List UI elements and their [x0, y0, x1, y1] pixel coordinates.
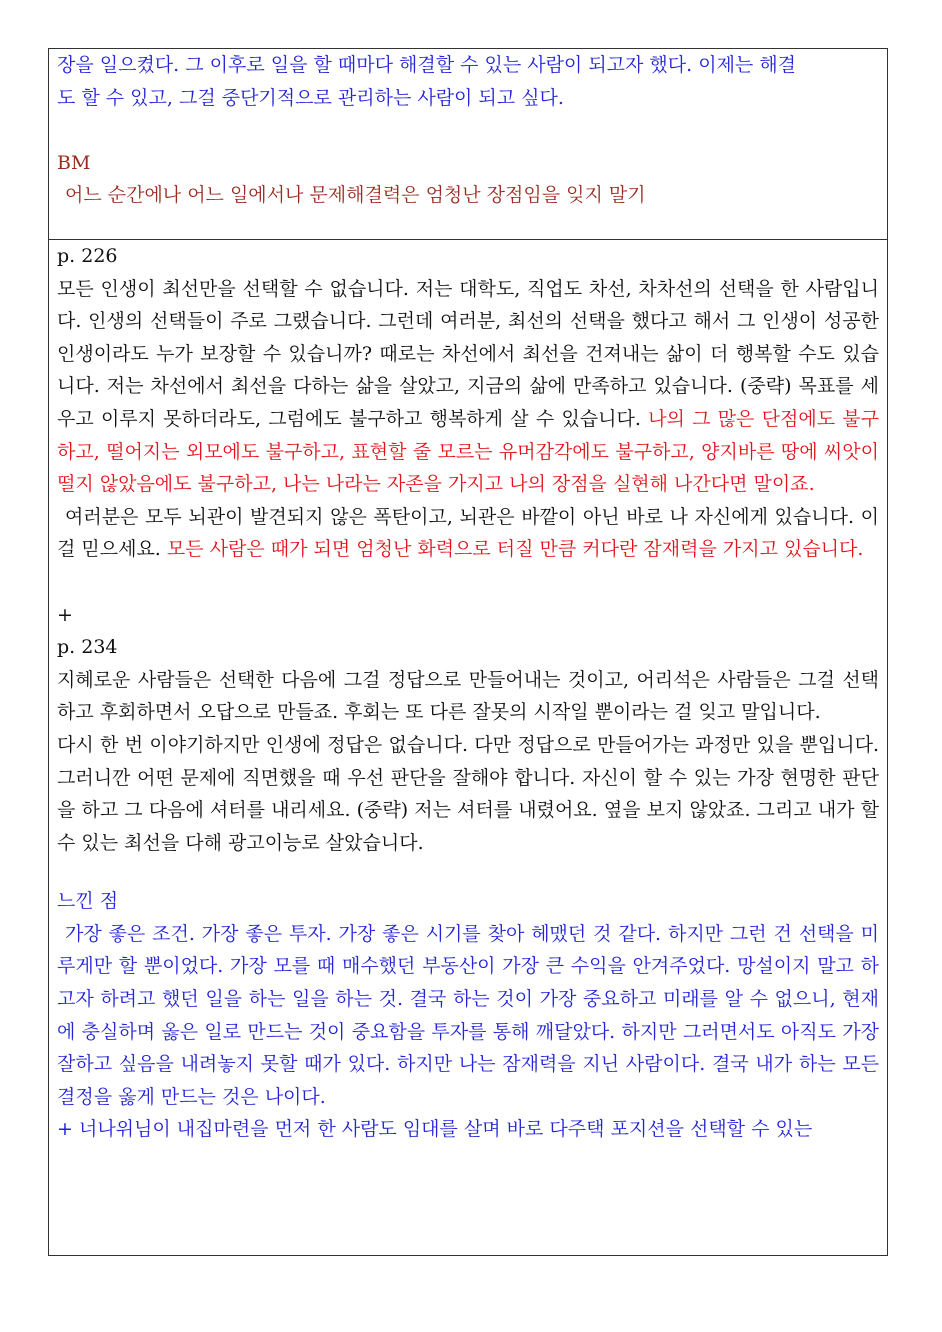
quote-1-text: 모든 인생이 최선만을 선택할 수 없습니다. 저는 대학도, 직업도 차선, 차차선의 선택을 한 사람입니다. 인생의 선택들이 주로 그랬습니다. 그런데 여러분, 최선의 선택을 했다고 해서 그 인생이 성공한 인생이라도 누가 보장할 수 있습니까? 때로는 차선에서 최선을 건져내는 삶이 더 행복할 수도 있습니다. 저는 차선에서 최선을 다하는 삶을 살았고, 지금의 삶에 만족하고 있습니다. (중략) 목표를 세우고 이루지 못하더라도, 그럼에도 불구하고 행복하게 살 수 있습니다. [57, 277, 879, 430]
feel-paragraph [57, 918, 879, 1114]
page-ref-234: p. 234 [57, 636, 118, 659]
quote-paragraph-3: 지혜로운 사람들은 선택한 다음에 그걸 정답으로 만들어내는 것이고, 어리석은 사람들은 그걸 선택하고 후회하면서 오답으로 만들죠. 후회는 또 다른 잘못의 시작일 뿐이라는 걸 잊고 말입니다. [57, 668, 879, 724]
quote-1-highlight: 나의 그 많은 단점에도 불구하고, 떨어지는 외모에도 불구하고, 표현할 줄 모르는 유머감각에도 불구하고, 양지바른 땅에 씨앗이 떨지 않았음에도 불구하고, 나는 나라는 자존을 가지고 나의 장점을 실현해 나간다면 말이죠. [57, 407, 880, 496]
quote-paragraph-2 [57, 501, 879, 566]
quote-2-highlight: 모든 사람은 때가 되면 엄청난 화력으로 터질 만큼 커다란 잠재력을 가지고 있습니다. [166, 538, 864, 561]
spacer [57, 566, 879, 599]
reflection-line-2: 도 할 수 있고, 그걸 중단기적으로 관리하는 사람이 되고 싶다. [57, 86, 564, 109]
quote-cell [48, 239, 888, 1256]
quote-paragraph-4: 다시 한 번 이야기하지만 인생에 정답은 없습니다. 다만 정답으로 만들어가는 과정만 있을 뿐입니다. 그러니깐 어떤 문제에 직면했을 때 우선 판단을 잘해야 합니다. 자신이 할 수 있는 가장 현명한 판단을 하고 그 다음에 셔터를 내리세요. (중략) 저는 셔터를 내렸어요. 옆을 보지 않았죠. 그리고 내가 할 수 있는 최선을 다해 광고이능로 살았습니다. [57, 733, 879, 854]
quote-paragraph-1 [57, 273, 879, 501]
reflection-cell [48, 48, 888, 239]
page-ref-226: p. 226 [57, 245, 118, 267]
bm-text [57, 179, 879, 212]
bm-text-content: 어느 순간에나 어느 일에서나 문제해결력은 엄청난 장점임을 잊지 말기 [65, 184, 646, 207]
last-line: + 너나위님이 내집마련을 먼저 한 사람도 임대를 살며 바로 다주택 포지션을 선택할 수 있는 [57, 1118, 813, 1141]
reflection-line-1: 장을 일으켰다. 그 이후로 일을 할 때마다 해결할 수 있는 사람이 되고자 했다. 이제는 해결 [57, 54, 797, 76]
spacer [57, 859, 879, 885]
quote-2-text: 여러분은 모두 뇌관이 발견되지 않은 폭탄이고, 뇌관은 바깥이 아닌 바로 나 자신에게 있습니다. 이걸 믿으세요. [57, 505, 879, 561]
document-sheet [48, 48, 888, 1256]
feel-label: 느낀 점 [57, 890, 119, 913]
feel-text: 가장 좋은 조건. 가장 좋은 투자. 가장 좋은 시기를 찾아 헤맸던 것 같다. 하지만 그런 건 선택을 미루게만 할 뿐이었다. 가장 모를 때 매수했던 부동산이 가장 큰 수익을 안겨주었다. 망설이지 말고 하고자 하려고 했던 일을 하는 일을 하는 것. 결국 하는 것이 가장 중요하고 미래를 알 수 없으니, 현재에 충실하며 옳은 일로 만드는 것이 중요함을 투자를 통해 깨달았다. 하지만 그러면서도 아직도 가장 잘하고 싶음을 내려놓지 못할 때가 있다. 하지만 나는 잠재력을 지닌 사람이다. 결국 내가 하는 모든 결정을 옳게 만드는 것은 나이다. [57, 922, 879, 1108]
spacer [57, 114, 879, 147]
plus-marker: + [57, 603, 73, 626]
bm-label: BM [57, 151, 91, 174]
